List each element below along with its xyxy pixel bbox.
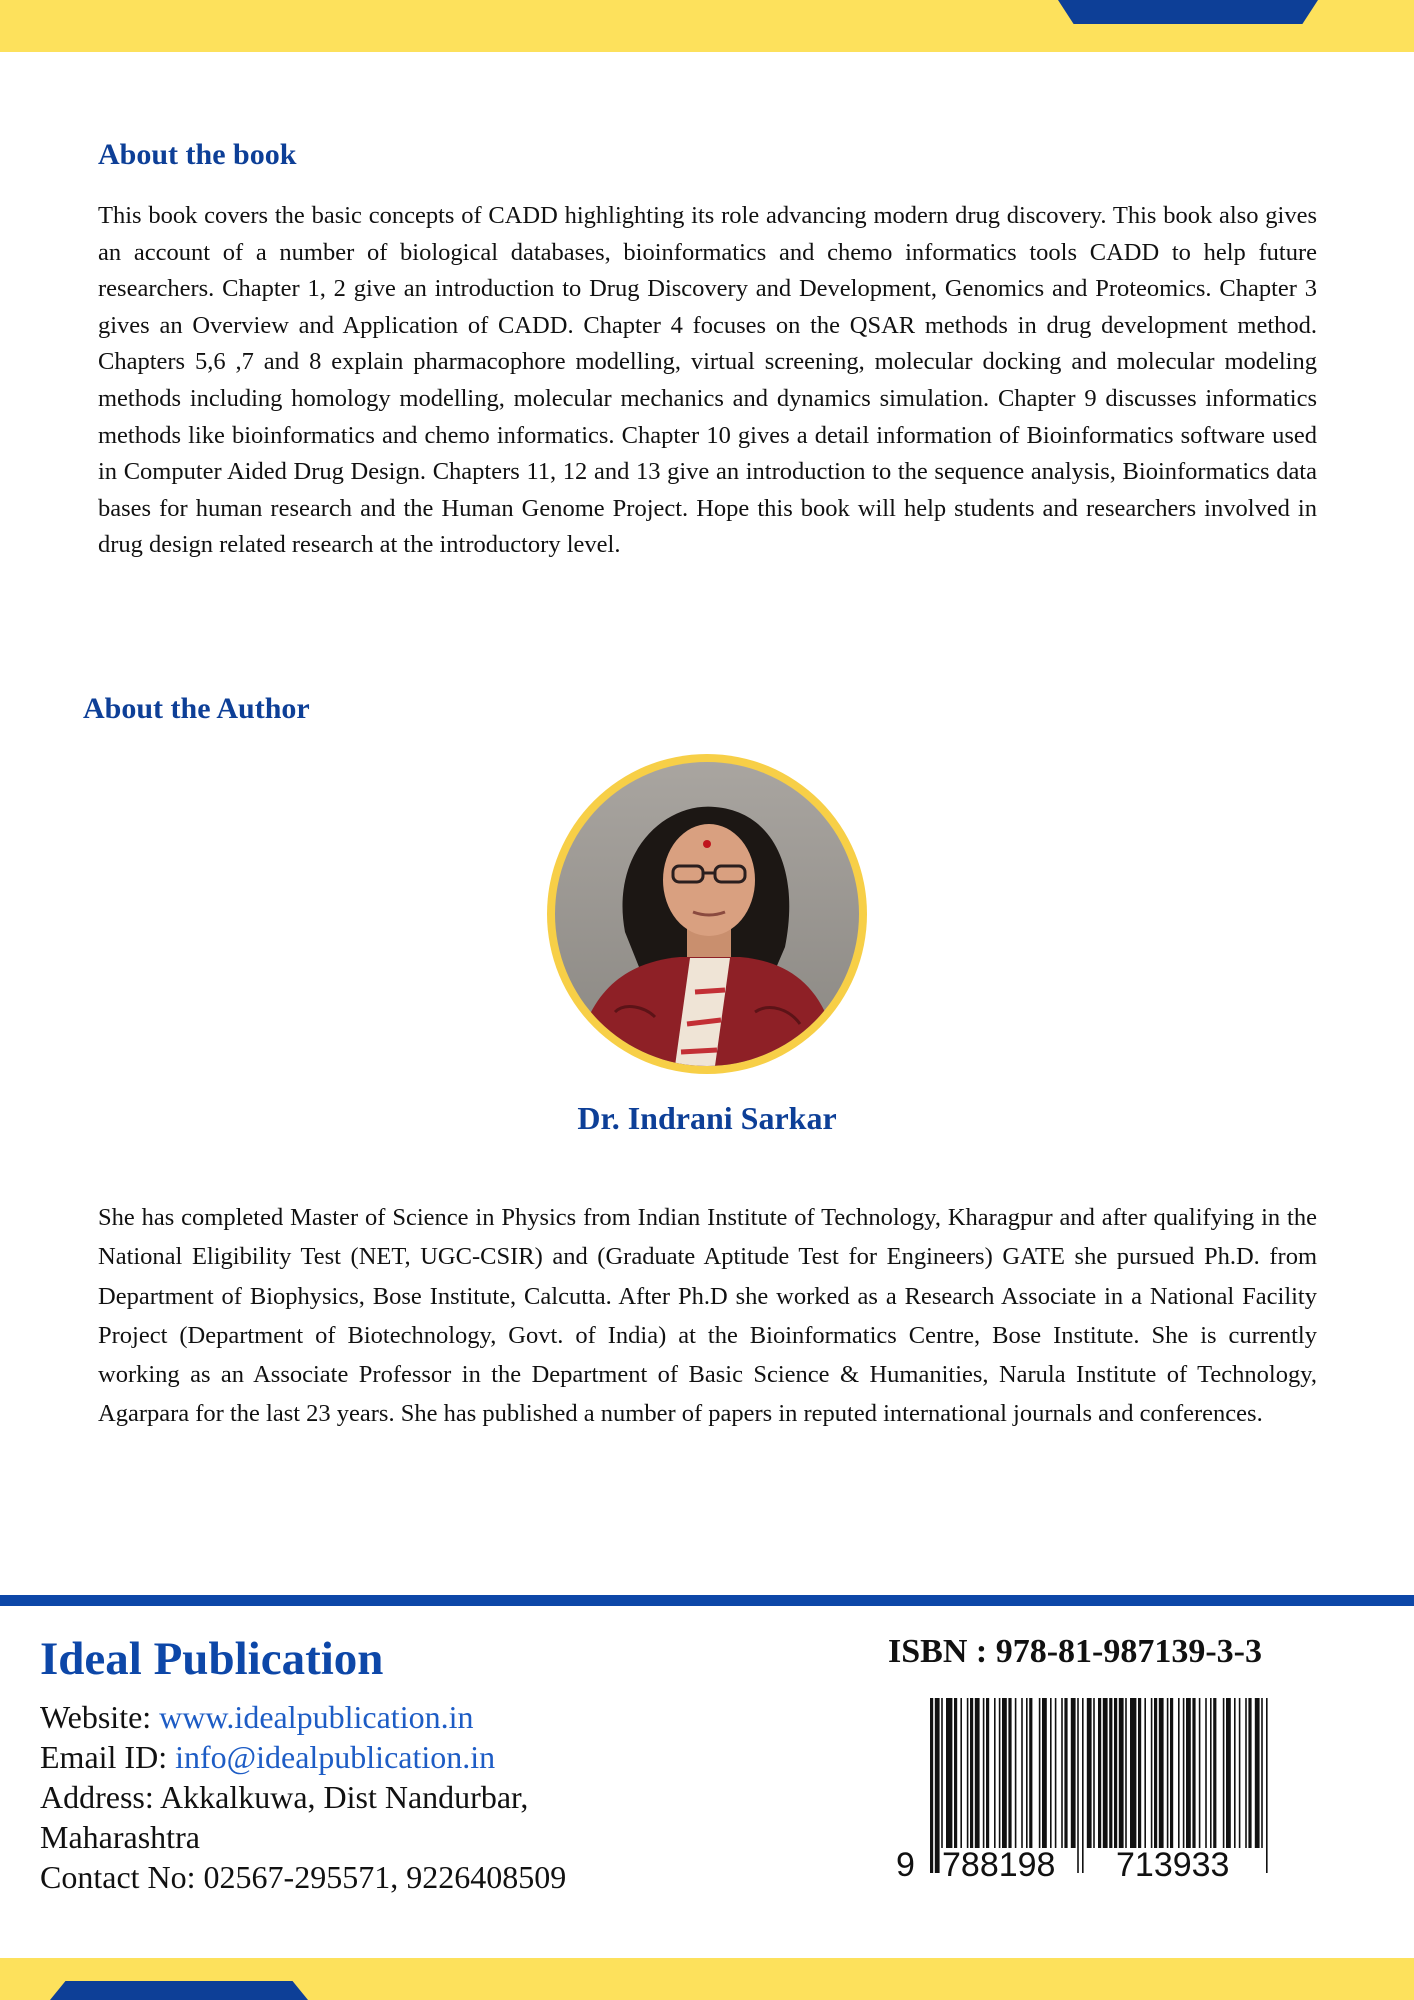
barcode-bar (960, 1698, 962, 1848)
publisher-name: Ideal Publication (40, 1633, 384, 1685)
barcode-bar (1223, 1698, 1225, 1848)
barcode-bar (1167, 1698, 1169, 1848)
barcode-bar (1266, 1698, 1268, 1873)
barcode-bar (1210, 1698, 1212, 1848)
website-link[interactable]: www.idealpublication.in (159, 1699, 474, 1735)
barcode-bar (1151, 1698, 1153, 1848)
publisher-address-line2: Maharashtra (40, 1819, 200, 1855)
email-link[interactable]: info@idealpublication.in (175, 1739, 496, 1775)
barcode-bar (1144, 1698, 1146, 1848)
barcode-bar (930, 1698, 933, 1873)
author-bio: She has completed Master of Science in Physics from Indian Institute of Technology, Kharagpur and after qualifying in the National Eligibility Test (NET, UGC-CSIR) and (Graduate Aptitude Test for Engineers) GATE she pursued Ph.D. from Department of Biophysics, Bose Institute, Calcutta. After Ph.D she worked as a Research Associate in a National Facility Project (Department of Biotechnology, Govt. of India) at the Bioinformatics Centre, Bose Institute. She is currently working as an Associate Professor in the Department of Basic Science & Humanities, Narula Institute of Technology, Agarpara for the last 23 years. She has published a number of papers in reputed international journals and conferences. (98, 1204, 1317, 1428)
barcode-bar (1103, 1698, 1108, 1848)
barcode-bar (1261, 1698, 1263, 1848)
footer-rule (0, 1595, 1414, 1606)
barcode-bar (1130, 1698, 1136, 1848)
barcode-bar (1183, 1698, 1185, 1848)
barcode-bar (1002, 1698, 1007, 1848)
barcode-bar (1029, 1698, 1032, 1848)
barcode-bar (1077, 1698, 1079, 1873)
about-book-heading: About the book (98, 138, 297, 171)
barcode-bar (1087, 1698, 1092, 1848)
barcode-bar (1170, 1698, 1173, 1848)
barcode-bar (941, 1698, 943, 1848)
barcode-bar (1064, 1698, 1067, 1848)
barcode-bar (935, 1698, 940, 1873)
barcode-bar (967, 1698, 969, 1848)
barcode-bar (1061, 1698, 1063, 1848)
website-label: Website: (40, 1699, 160, 1735)
barcode-bar (1008, 1698, 1011, 1848)
barcode-bar (1255, 1698, 1260, 1848)
barcode-bar (1042, 1698, 1047, 1848)
barcode-bar (1234, 1698, 1236, 1848)
barcode-bar (1186, 1698, 1191, 1848)
barcode-bar (1159, 1698, 1164, 1848)
publisher-website-line (40, 1697, 473, 1737)
barcode-bar (1213, 1698, 1216, 1848)
about-author-heading: About the Author (83, 692, 310, 725)
barcode-bar (1055, 1698, 1057, 1848)
barcode-bar (1178, 1698, 1180, 1848)
barcode-bar (1015, 1698, 1017, 1848)
barcode-bar (1114, 1698, 1117, 1848)
barcode-bar (1125, 1698, 1127, 1848)
barcode-bar (1050, 1698, 1052, 1848)
barcode-bar (1245, 1698, 1247, 1848)
barcode-bar (1098, 1698, 1101, 1848)
barcode-bar (1082, 1698, 1084, 1873)
barcode-group2: 713933 (1116, 1846, 1230, 1884)
barcode-bar (1039, 1698, 1041, 1848)
author-name: Dr. Indrani Sarkar (577, 1100, 837, 1136)
barcode-bar (1199, 1698, 1201, 1848)
barcode-bar (999, 1698, 1001, 1848)
barcode-bar (946, 1698, 952, 1848)
isbn-barcode (896, 1698, 1294, 1884)
publisher-contact: Contact No: 02567-295571, 9226408509 (40, 1859, 567, 1895)
barcode-prefix: 9 (896, 1846, 915, 1884)
barcode-bar (1109, 1698, 1112, 1848)
about-book-text: This book covers the basic concepts of CADD highlighting its role advancing modern drug discovery. This book also gives an account of a number of biological databases, bioinformatics and chemo informatics tools CADD to help future researchers. Chapter 1, 2 give an introduction to Drug Discovery and Development, Genomics and Proteomics. Chapter 3 gives an Overview and Application of CADD. Chapter 4 focuses on the QSAR methods in drug development method. Chapters 5,6 ,7 and 8 explain pharmacophore modelling, virtual screening, molecular docking and molecular modeling methods including homology modelling, molecular mechanics and dynamics simulation. Chapter 9 discusses informatics methods like bioinformatics and chemo informatics. Chapter 10 gives a detail information of Bioinformatics software used in Computer Aided Drug Design. Chapters 11, 12 and 13 give an introduction to the sequence analysis, Bioinformatics data bases for human research and the Human Genome Project. Hope this book will help students and researchers involved in drug design related research at the introductory level. (98, 202, 1317, 559)
isbn-label: ISBN : 978-81-987139-3-3 (888, 1633, 1262, 1670)
author-photo (555, 762, 859, 1066)
barcode-bar (1154, 1698, 1157, 1848)
bottom-blue-tab (50, 1981, 308, 2000)
barcode-bar (1248, 1698, 1251, 1848)
author-portrait (547, 754, 867, 1074)
barcode-bar (954, 1698, 957, 1848)
email-label: Email ID: (40, 1739, 176, 1775)
barcode-group1: 788198 (942, 1846, 1056, 1884)
barcode-bar (1205, 1698, 1207, 1848)
barcode-bar (975, 1698, 980, 1848)
barcode-bar (983, 1698, 985, 1848)
barcode-bar (1239, 1698, 1241, 1848)
barcode-bar (1192, 1698, 1195, 1848)
barcode-bar (994, 1698, 996, 1848)
barcode-bar (970, 1698, 973, 1848)
barcode-bar (986, 1698, 989, 1848)
barcode-bar (1119, 1698, 1124, 1848)
barcode-bar (1071, 1698, 1076, 1848)
barcode-bar (1093, 1698, 1095, 1848)
barcode-bar (1021, 1698, 1023, 1848)
barcode-bar (1226, 1698, 1231, 1848)
barcode-bar (1138, 1698, 1141, 1848)
top-blue-tab (1058, 0, 1318, 24)
publisher-email-line (40, 1737, 495, 1777)
barcode-bar (1026, 1698, 1028, 1848)
publisher-address-line1: Address: Akkalkuwa, Dist Nandurbar, (40, 1779, 529, 1815)
